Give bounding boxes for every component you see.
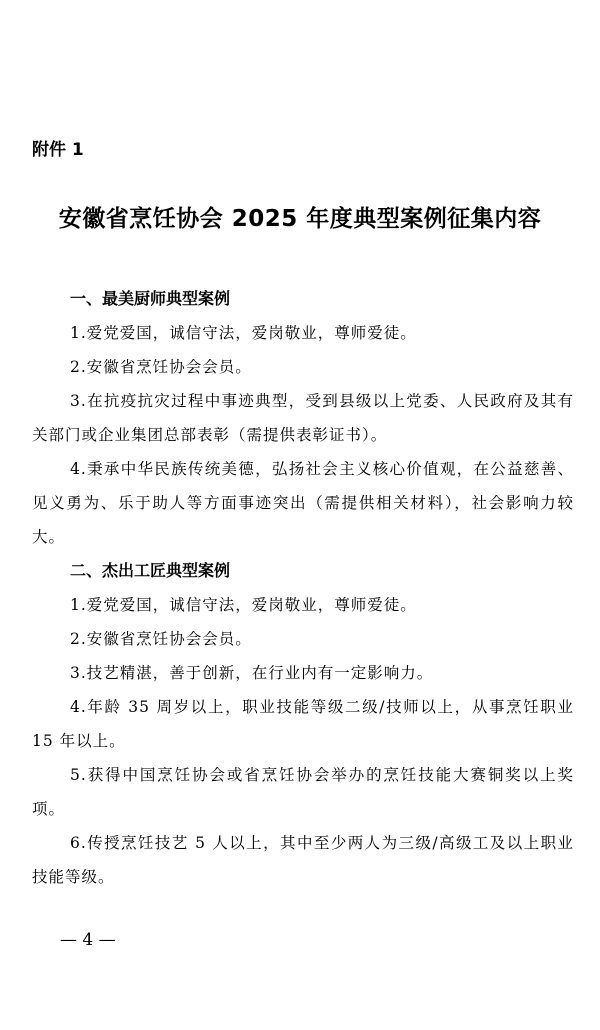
section-heading: 二、杰出工匠典型案例 — [70, 561, 231, 580]
page-number: — 4 — — [60, 930, 116, 950]
document-title: 安徽省烹饪协会 2025 年度典型案例征集内容 — [58, 206, 542, 232]
list-item: 3.在抗疫抗灾过程中事迹典型，受到县级以上党委、人民政府及其有关部门或企业集团总部表彰（需提供表彰证书）。 — [32, 392, 574, 444]
list-item: 4.年龄 35 周岁以上，职业技能等级二级/技师以上，从事烹饪职业 15 年以上。 — [32, 698, 574, 750]
list-item: 3.技艺精湛，善于创新，在行业内有一定影响力。 — [70, 664, 434, 682]
section-outstanding-chef — [32, 282, 574, 554]
document-body — [32, 282, 574, 894]
list-item: 1.爱党爱国，诚信守法，爱岗敬业，尊师爱徒。 — [70, 324, 417, 342]
list-item: 5.获得中国烹饪协会或省烹饪协会举办的烹饪技能大赛铜奖以上奖项。 — [32, 766, 574, 818]
list-item: 4.秉承中华民族传统美德，弘扬社会主义核心价值观，在公益慈善、见义勇为、乐于助人等方面事迹突出（需提供相关材料），社会影响力较大。 — [32, 460, 574, 546]
list-item: 2.安徽省烹饪协会会员。 — [70, 630, 252, 648]
list-item: 6.传授烹饪技艺 5 人以上，其中至少两人为三级/高级工及以上职业技能等级。 — [32, 834, 574, 886]
list-item: 2.安徽省烹饪协会会员。 — [70, 358, 252, 376]
section-outstanding-craftsman — [32, 554, 574, 894]
list-item: 1.爱党爱国，诚信守法，爱岗敬业，尊师爱徒。 — [70, 596, 417, 614]
attachment-label: 附件 1 — [32, 140, 84, 160]
section-heading: 一、最美厨师典型案例 — [70, 289, 231, 308]
